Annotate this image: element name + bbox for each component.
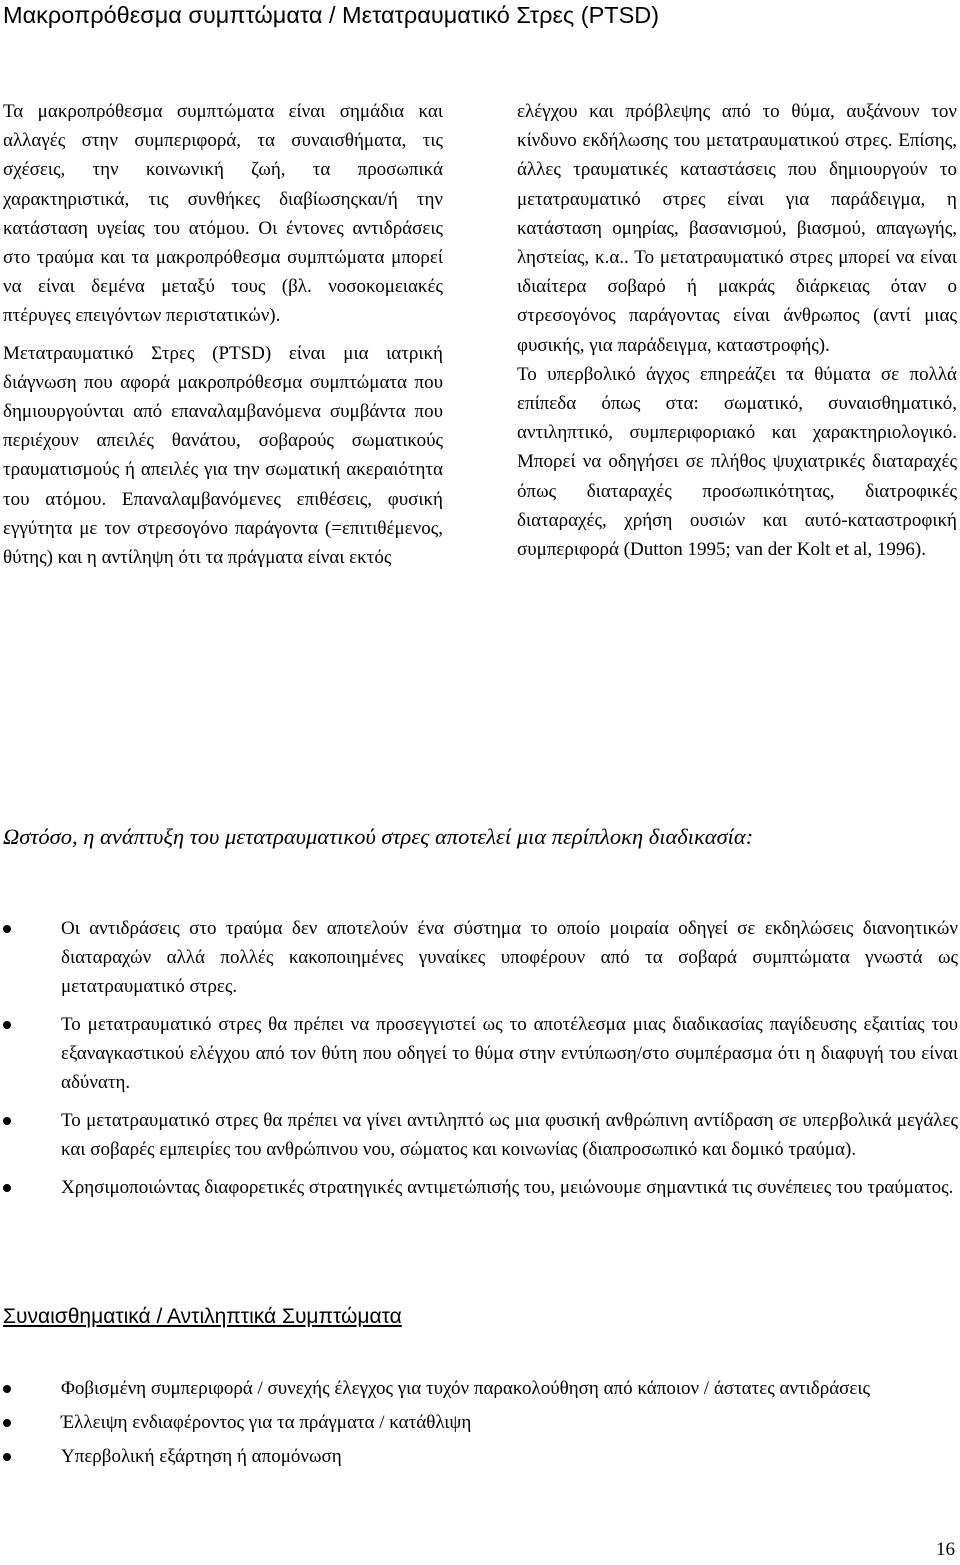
bullet-icon <box>3 925 11 933</box>
right-paragraph-1: ελέγχου και πρόβλεψης από το θύμα, αυξάνουν τον κίνδυνο εκδήλωσης του μετατραυματικού στρες. Επίσης, άλλες τραυματικές καταστάσεις που δημιουργούν το μετατραυματικό στρες είναι για παράδειγμα, η κατάσταση ομηρίας, βασανισμού, βιασμού, απαγωγής, ληστείας, κ.α.. Το μετατραυματικό στρες μπορεί να είναι ιδιαίτερα σοβαρό ή μακράς διάρκειας όταν ο στρεσογόνος παράγοντας είναι άνθρωπος (αντί μιας φυσικής, για παράδειγμα, καταστροφής). <box>517 101 957 356</box>
list-item-text: Υπερβολική εξάρτηση ή απομόνωση <box>61 1446 342 1467</box>
list-item <box>0 1442 960 1471</box>
italic-intro: Ωστόσο, η ανάπτυξη του μετατραυματικού στρες αποτελεί μια περίπλοκη διαδικασία: <box>3 824 754 849</box>
bullet-list-symptoms <box>0 1374 960 1476</box>
left-paragraph-2: Μετατραυματικό Στρες (PTSD) είναι μια ιατρική διάγνωση που αφορά μακροπρόθεσμα συμπτώματα που δημιουργούνται από επαναλαμβανόμενα συμβάντα που περιέχουν απειλές θανάτου, σοβαρούς σωματικούς τραυματισμούς ή απειλές για την σωματική ακεραιότητα του ατόμου. Επαναλαμβανόμενες επιθέσεις, φυσική εγγύτητα με τον στρεσογόνο παράγοντα (=επιτιθέμενος, θύτης) και η αντίληψη ότι τα πράγματα είναι εκτός <box>3 342 443 569</box>
list-item <box>0 1010 960 1097</box>
list-item-text: Φοβισμένη συμπεριφορά / συνεχής έλεγχος για τυχόν παρακολούθηση από κάποιον / άστατες αντιδράσεις <box>61 1378 871 1399</box>
bullet-icon <box>3 1453 11 1461</box>
right-column <box>517 97 957 564</box>
bullet-icon <box>3 1021 11 1029</box>
bullet-icon <box>3 1117 11 1125</box>
list-item-text: Οι αντιδράσεις στο τραύμα δεν αποτελούν ένα σύστημα το οποίο μοιραία οδηγεί σε εκδηλώσεις διανοητικών διαταραχών αλλά πολλές κακοποιημένες γυναίκες υποφέρουν από τα σοβαρά συμπτώματα γνωστά ως μετατραυματικό στρες. <box>61 918 958 997</box>
bullet-list-complex-process <box>0 914 960 1211</box>
left-column <box>3 97 443 572</box>
list-item-text: Χρησιμοποιώντας διαφορετικές στρατηγικές αντιμετώπισής του, μειώνουμε σημαντικά τις συνέπειες του τραύματος. <box>61 1177 954 1198</box>
list-item <box>0 1408 960 1437</box>
list-item <box>0 1374 960 1403</box>
list-item-text: Το μετατραυματικό στρες θα πρέπει να γίνει αντιληπτό ως μια φυσική ανθρώπινη αντίδραση σε υπερβολικά μεγάλες και σοβαρές εμπειρίες του ανθρώπινου νου, σώματος και κοινωνίας (διαπροσωπικό και δομικό τραύμα). <box>61 1110 958 1160</box>
list-item-text: Έλλειψη ενδιαφέροντος για τα πράγματα / κατάθλιψη <box>61 1412 472 1433</box>
bullet-icon <box>3 1184 11 1192</box>
left-paragraph-1: Τα μακροπρόθεσμα συμπτώματα είναι σημάδια και αλλαγές στην συμπεριφορά, τα συναισθήματα, τις σχέσεις, την κοινωνική ζωή, τα προσωπικά χαρακτηριστικά, τις συνθήκες διαβίωσηςκαι/ή την κατάσταση υγείας του ατόμου. Οι έντονες αντιδράσεις στο τραύμα και τα μακροπρόθεσμα συμπτώματα μπορεί να είναι δεμένα μεταξύ τους (βλ. νοσοκομειακές πτέρυγες επειγόντων περιστατικών). <box>3 101 443 327</box>
list-item <box>0 1173 960 1202</box>
section-heading: Συναισθηματικά / Αντιληπτικά Συμπτώματα <box>3 1305 402 1328</box>
list-item <box>0 1106 960 1164</box>
list-item-text: Το μετατραυματικό στρες θα πρέπει να προσεγγιστεί ως το αποτέλεσμα μιας διαδικασίας παγίδευσης εξαιτίας του εξαναγκαστικού ελέγχου από τον θύτη που οδηγεί το θύμα στην εντύπωση/στο συμπέρασμα ότι η διαφυγή του είναι αδύνατη. <box>61 1014 958 1093</box>
bullet-icon <box>3 1385 11 1393</box>
page-number: 16 <box>936 1539 955 1560</box>
page-title: Μακροπρόθεσμα συμπτώματα / Μετατραυματικό Στρες (PTSD) <box>3 2 660 28</box>
right-paragraph-2: Το υπερβολικό άγχος επηρεάζει τα θύματα σε πολλά επίπεδα όπως στα: σωματικό, συναισθηματικό, αντιληπτικό, συμπεριφοριακό και χαρακτηριολογικό. Μπορεί να οδηγήσει σε πλήθος ψυχιατρικές διαταραχές όπως διαταραχές προσωπικότητας, διατροφικές διαταραχές, χρήση ουσιών και αυτό-καταστροφική συμπεριφορά (Dutton 1995; van der Kolt et al, 1996). <box>517 363 957 561</box>
bullet-icon <box>3 1419 11 1427</box>
list-item <box>0 914 960 1001</box>
